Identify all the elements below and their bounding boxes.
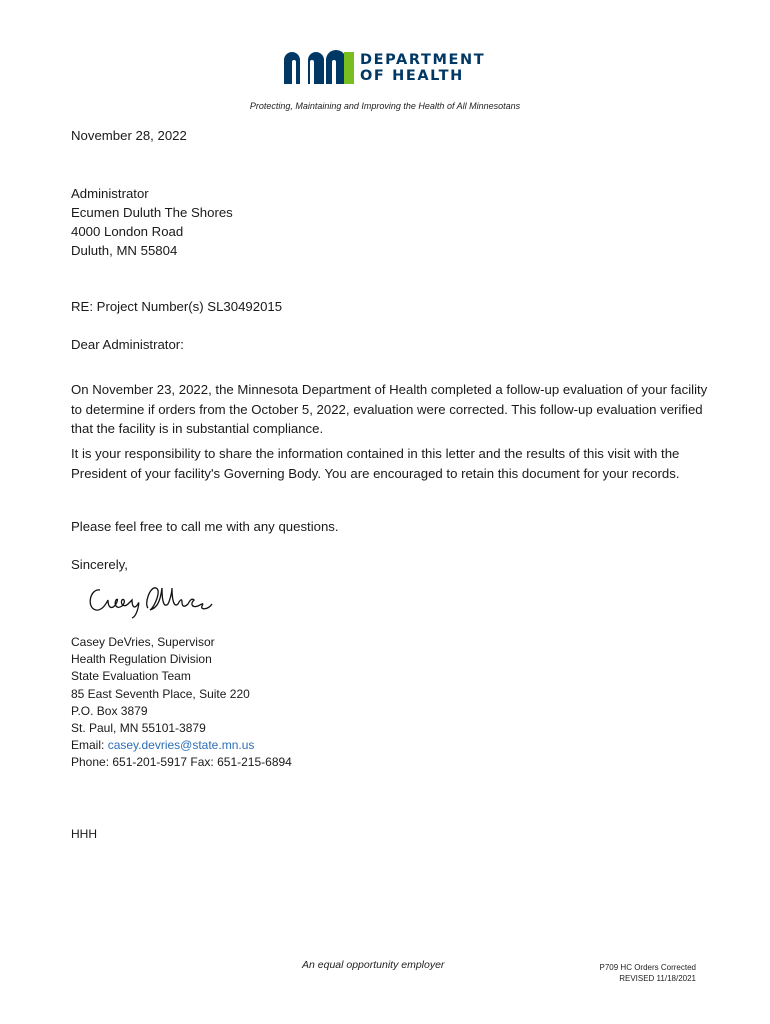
recipient-line: Duluth, MN 55804 xyxy=(71,243,178,258)
signer-phone: Phone: 651-201-5917 Fax: 651-215-6894 xyxy=(71,755,292,770)
mn-logo-mark-icon xyxy=(282,50,356,86)
body-paragraph-3: Please feel free to call me with any questions. xyxy=(71,519,339,534)
email-link[interactable]: casey.devries@state.mn.us xyxy=(107,738,255,753)
salutation: Dear Administrator: xyxy=(71,337,184,352)
form-revision-info xyxy=(580,962,696,984)
form-id: P709 HC Orders Corrected xyxy=(599,963,696,972)
closing: Sincerely, xyxy=(71,557,128,572)
signature-block xyxy=(71,634,292,772)
equal-opportunity-note: An equal opportunity employer xyxy=(302,959,445,971)
signer-city: St. Paul, MN 55101-3879 xyxy=(71,721,206,736)
signer-po-box: P.O. Box 3879 xyxy=(71,703,148,718)
recipient-line: 4000 London Road xyxy=(71,224,184,239)
signer-email-row xyxy=(71,737,292,754)
re-line: RE: Project Number(s) SL30492015 xyxy=(71,299,283,314)
letter-date: November 28, 2022 xyxy=(71,128,187,143)
signer-division: Health Regulation Division xyxy=(71,652,212,667)
mdh-logo xyxy=(282,50,492,90)
body-paragraph-2: It is your responsibility to share the information contained in this letter and the results of this visit with the President of your facility's Governing Body. You are encouraged to retain this document for your records. xyxy=(71,446,680,481)
signer-team: State Evaluation Team xyxy=(71,669,191,684)
signer-name-title: Casey DeVries, Supervisor xyxy=(71,635,215,649)
recipient-address xyxy=(71,184,711,260)
handwritten-signature xyxy=(86,578,216,622)
logo-line-1: DEPARTMENT xyxy=(360,52,486,68)
typist-initials: HHH xyxy=(71,827,97,841)
signer-street: 85 East Seventh Place, Suite 220 xyxy=(71,686,250,701)
recipient-line: Ecumen Duluth The Shores xyxy=(71,205,233,220)
recipient-line: Administrator xyxy=(71,186,149,201)
tagline: Protecting, Maintaining and Improving the Health of All Minnesotans xyxy=(249,101,521,111)
logo-wordmark xyxy=(360,52,485,84)
form-revised: REVISED 11/18/2021 xyxy=(619,974,696,983)
body-paragraph-1: On November 23, 2022, the Minnesota Department of Health completed a follow-up evaluation of your facility to determine if orders from the October 5, 2022, evaluation were corrected. This follow-up evaluation verified that the facility is in substantial compliance. xyxy=(71,382,708,436)
email-label: Email: xyxy=(71,738,108,753)
logo-line-2: OF HEALTH xyxy=(360,68,464,84)
